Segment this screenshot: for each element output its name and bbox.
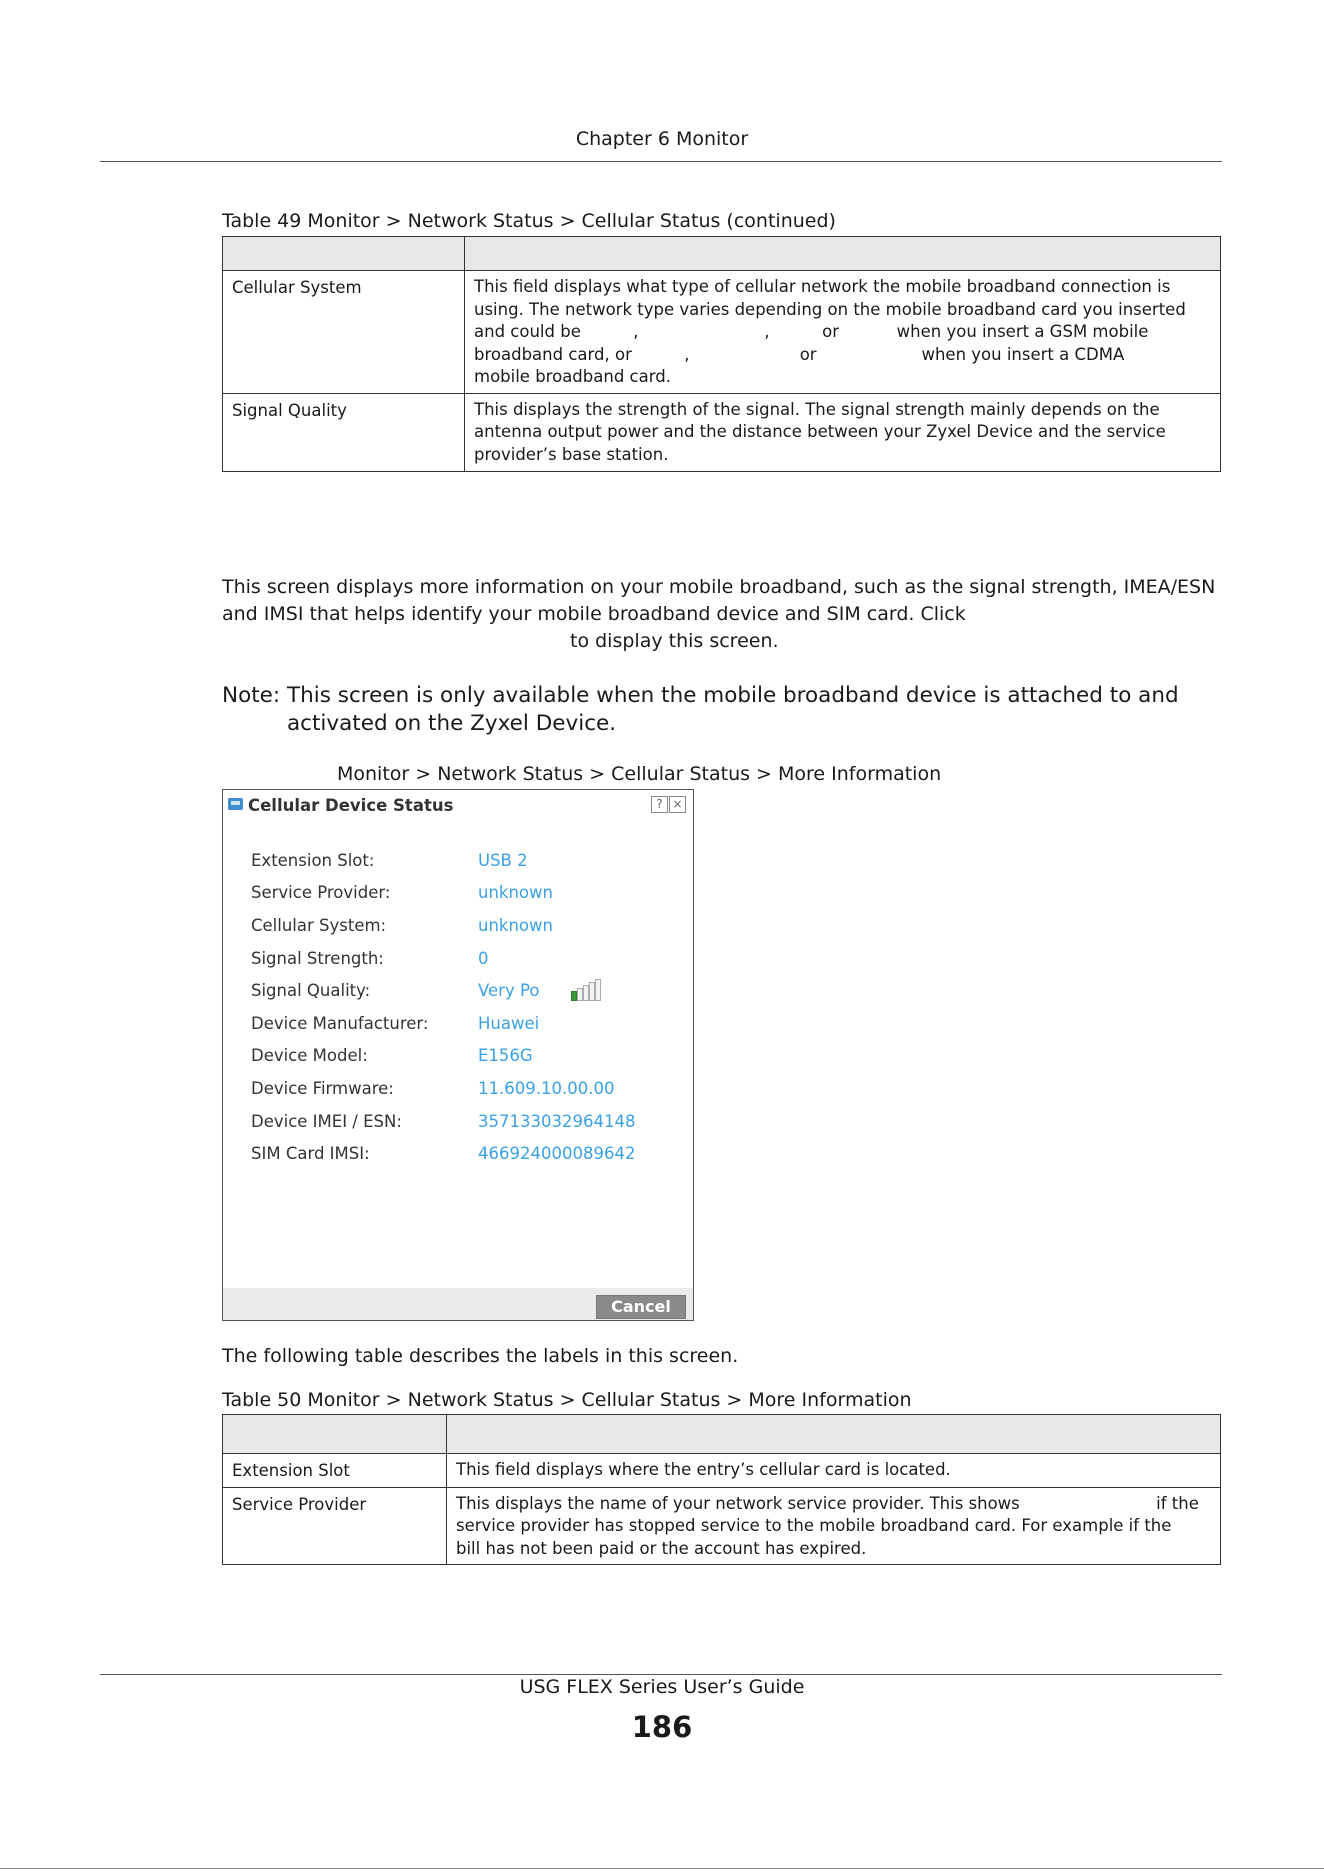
row-label: Cellular System xyxy=(223,271,465,394)
table-row xyxy=(223,1487,1221,1565)
footer-rule xyxy=(100,1674,1222,1675)
row-label: Service Provider xyxy=(223,1487,447,1565)
table-row xyxy=(223,271,1221,394)
row-label: Signal Quality xyxy=(223,393,465,471)
field-sim-card-imsi: SIM Card IMSI: 466924000089642 xyxy=(251,1144,636,1163)
close-icon[interactable]: × xyxy=(669,796,686,813)
row-description: This displays the name of your network service provider. This shows if the service provider has stopped service to the mobile broadband card. For example if the bill has not been paid or the account has expired. xyxy=(447,1487,1221,1565)
row-description: This field displays where the entry’s cellular card is located. xyxy=(447,1454,1221,1488)
field-device-model: Device Model: E156G xyxy=(251,1046,533,1065)
dialog-title: Cellular Device Status xyxy=(248,796,454,815)
row-description: This field displays what type of cellular network the mobile broadband connection is using. The network type varies depending on the mobile broadband card you inserted and could be , , or when you insert a GSM mobile broadband card, or , or when you insert a CDMA mobile broadband card. xyxy=(465,271,1221,394)
field-service-provider: Service Provider: unknown xyxy=(251,883,553,902)
field-device-imei-esn: Device IMEI / ESN: 357133032964148 xyxy=(251,1112,636,1131)
help-icon[interactable]: ? xyxy=(651,796,668,813)
intro-paragraph: This screen displays more information on your mobile broadband, such as the signal strength, IMEA/ESN and IMSI that helps identify your mobile broadband device and SIM card. Click to display this screen. xyxy=(222,576,1216,652)
field-device-manufacturer: Device Manufacturer: Huawei xyxy=(251,1014,540,1033)
table-50-caption: Table 50 Monitor > Network Status > Cellular Status > More Information xyxy=(222,1389,912,1411)
table-49-caption: Table 49 Monitor > Network Status > Cellular Status (continued) xyxy=(222,210,836,232)
table-50-intro: The following table describes the labels in this screen. xyxy=(222,1345,739,1367)
field-signal-strength: Signal Strength: 0 xyxy=(251,949,489,968)
note: Note: This screen is only available when the mobile broadband device is attached to and activated on the Zyxel Device. xyxy=(222,683,1179,736)
dialog-title-bar xyxy=(223,790,693,820)
field-cellular-system: Cellular System: unknown xyxy=(251,916,553,935)
table-50 xyxy=(222,1414,1221,1565)
field-extension-slot: Extension Slot: USB 2 xyxy=(251,851,528,870)
cellular-device-status-dialog xyxy=(222,789,694,1321)
table-row xyxy=(223,1454,1221,1488)
figure-caption: Monitor > Network Status > Cellular Status > More Information xyxy=(337,763,942,785)
row-label: Extension Slot xyxy=(223,1454,447,1488)
scan-edge-line xyxy=(0,1868,1324,1869)
header-rule xyxy=(100,161,1222,162)
signal-bars-icon xyxy=(571,979,605,1001)
table-header-row xyxy=(223,237,1221,271)
field-signal-quality: Signal Quality: Very Po xyxy=(223,981,693,1005)
page-number: 186 xyxy=(631,1710,693,1744)
chapter-header: Chapter 6 Monitor xyxy=(575,128,749,150)
table-row xyxy=(223,393,1221,471)
cancel-button[interactable]: Cancel xyxy=(596,1295,686,1319)
row-description: This displays the strength of the signal. The signal strength mainly depends on the antenna output power and the distance between your Zyxel Device and the service provider’s base station. xyxy=(465,393,1221,471)
table-49 xyxy=(222,236,1221,472)
guide-title: USG FLEX Series User’s Guide xyxy=(519,1676,805,1698)
field-device-firmware: Device Firmware: 11.609.10.00.00 xyxy=(251,1079,615,1098)
table-header-row xyxy=(223,1415,1221,1454)
window-icon xyxy=(228,798,243,810)
